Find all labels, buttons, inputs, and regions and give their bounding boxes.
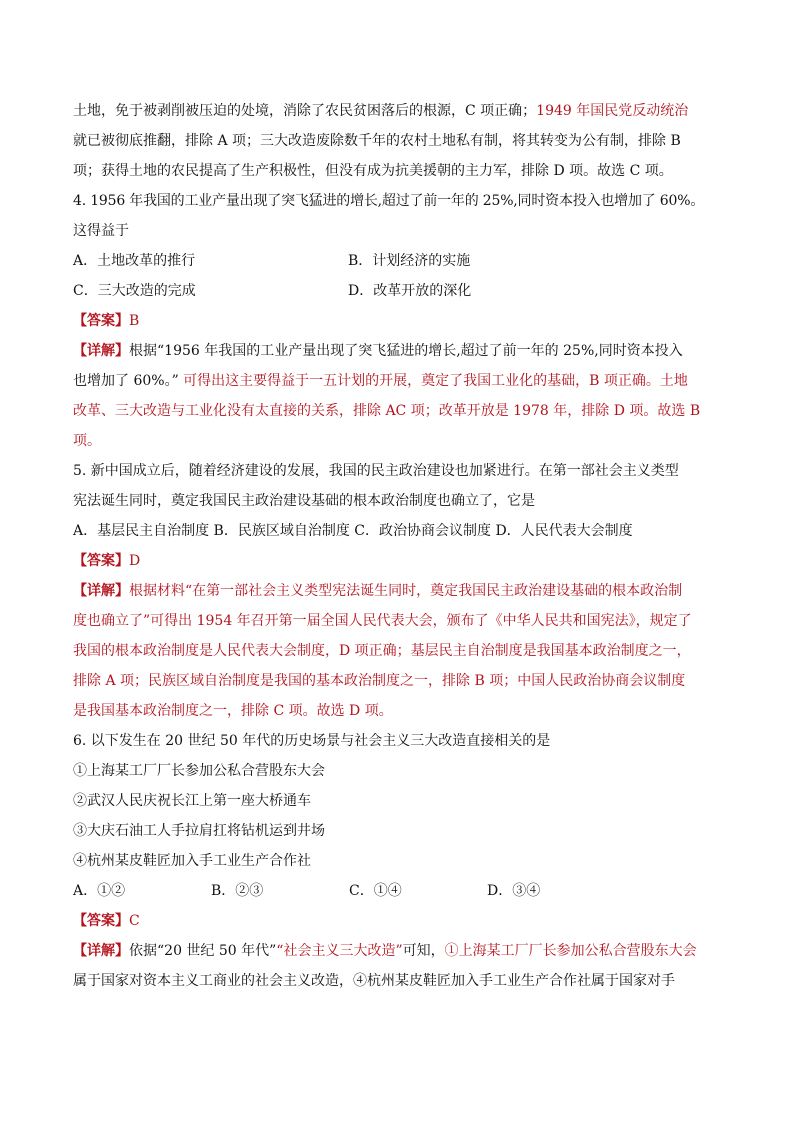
question-4-detail: 【详解】根据“1956 年我国的工业产量出现了突飞猛进的增长,超过了前一年的 25%,同时资本投入 [73, 343, 683, 359]
option-a: A．土地改革的推行 [73, 253, 196, 269]
question-5-options: A．基层民主自治制度 B．民族区域自治制度 C．政治协商会议制度 D．人民代表大会制度 [73, 523, 633, 539]
question-6-item: ④杭州某皮鞋匠加入手工业生产合作社 [73, 853, 311, 869]
question-6-detail-cont: 属于国家对资本主义工商业的社会主义改造，④杭州某皮鞋匠加入手工业生产合作社属于国家对手 [73, 973, 675, 989]
explanation-line: 项；获得土地的农民提高了生产积极性，但没有成为抗美援朝的主力军，排除 D 项。故选 C 项。 [73, 163, 673, 179]
option-b: B．②③ [211, 883, 264, 899]
explanation-line: 就已被彻底推翻，排除 A 项；三大改造废除数千年的农村土地私有制，将其转变为公有制，排除 B [73, 133, 681, 149]
detail-tag: 【详解】 [73, 583, 129, 599]
question-6-options [73, 876, 723, 906]
answer-value: B [129, 313, 140, 329]
question-6-detail: 【详解】依据“20 世纪 50 年代”“社会主义三大改造”可知，①上海某工厂厂长参加公私合营股东大会 [73, 943, 697, 959]
question-6-item: ①上海某工厂厂长参加公私合营股东大会 [73, 763, 325, 779]
question-4-options-row1 [73, 246, 723, 276]
question-4-stem: 4. 1956 年我国的工业产量出现了突飞猛进的增长,超过了前一年的 25%,同时资本投入也增加了 60%。 [73, 193, 705, 209]
question-6-answer [73, 906, 723, 936]
answer-value: D [129, 553, 141, 569]
question-5-detail-cont: 排除 A 项；民族区域自治制度是我国的基本政治制度之一，排除 B 项；中国人民政治协商会议制度 [73, 673, 686, 689]
option-a: A．①② [73, 883, 126, 899]
question-5-detail-cont: 度也确立了”可得出 1954 年召开第一届全国人民代表大会，颁布了《中华人民共和国宪法》，规定了 [73, 613, 692, 629]
option-b: B．计划经济的实施 [348, 253, 471, 269]
document-page [73, 96, 723, 996]
option-c: C．①④ [349, 883, 402, 899]
question-4-detail-cont: 项。 [73, 433, 101, 449]
question-4-stem-cont: 这得益于 [73, 223, 129, 239]
question-5-detail-cont: 我国的根本政治制度是人民代表大会制度，D 项正确；基层民主自治制度是我国基本政治制度之一， [73, 643, 691, 659]
question-4-detail-cont: 也增加了 60%。” 可得出这主要得益于一五计划的开展，奠定了我国工业化的基础，B 项正确。土地 [73, 373, 688, 389]
answer-tag: 【答案】 [73, 313, 129, 329]
question-6-stem: 6. 以下发生在 20 世纪 50 年代的历史场景与社会主义三大改造直接相关的是 [73, 733, 551, 749]
question-4-detail-cont: 改革、三大改造与工业化没有太直接的关系，排除 AC 项；改革开放是 1978 年，排除 D 项。故选 B [73, 403, 701, 419]
option-d: D．改革开放的深化 [348, 283, 472, 299]
question-4-answer [73, 306, 723, 336]
question-4-options-row2 [73, 276, 723, 306]
question-5-stem-cont: 宪法诞生同时，奠定我国民主政治建设基础的根本政治制度也确立了，它是 [73, 493, 535, 509]
question-5-detail: 【详解】根据材料“在第一部社会主义类型宪法诞生同时，奠定我国民主政治建设基础的根本政治制 [73, 583, 683, 599]
question-5-answer [73, 546, 723, 576]
question-6-item: ③大庆石油工人手拉肩扛将钻机运到井场 [73, 823, 325, 839]
detail-tag: 【详解】 [73, 343, 129, 359]
question-5-detail-cont: 是我国基本政治制度之一，排除 C 项。故选 D 项。 [73, 703, 393, 719]
option-c: C．三大改造的完成 [73, 283, 196, 299]
question-5-stem: 5. 新中国成立后，随着经济建设的发展，我国的民主政治建设也加紧进行。在第一部社会主义类型 [73, 463, 679, 479]
detail-tag: 【详解】 [73, 943, 129, 959]
answer-value: C [129, 913, 140, 929]
option-d: D．③④ [487, 883, 541, 899]
question-6-item: ②武汉人民庆祝长江上第一座大桥通车 [73, 793, 311, 809]
answer-tag: 【答案】 [73, 553, 129, 569]
answer-tag: 【答案】 [73, 913, 129, 929]
explanation-line: 土地，免于被剥削被压迫的处境，消除了农民贫困落后的根源，C 项正确；1949 年国民党反动统治 [73, 103, 689, 119]
